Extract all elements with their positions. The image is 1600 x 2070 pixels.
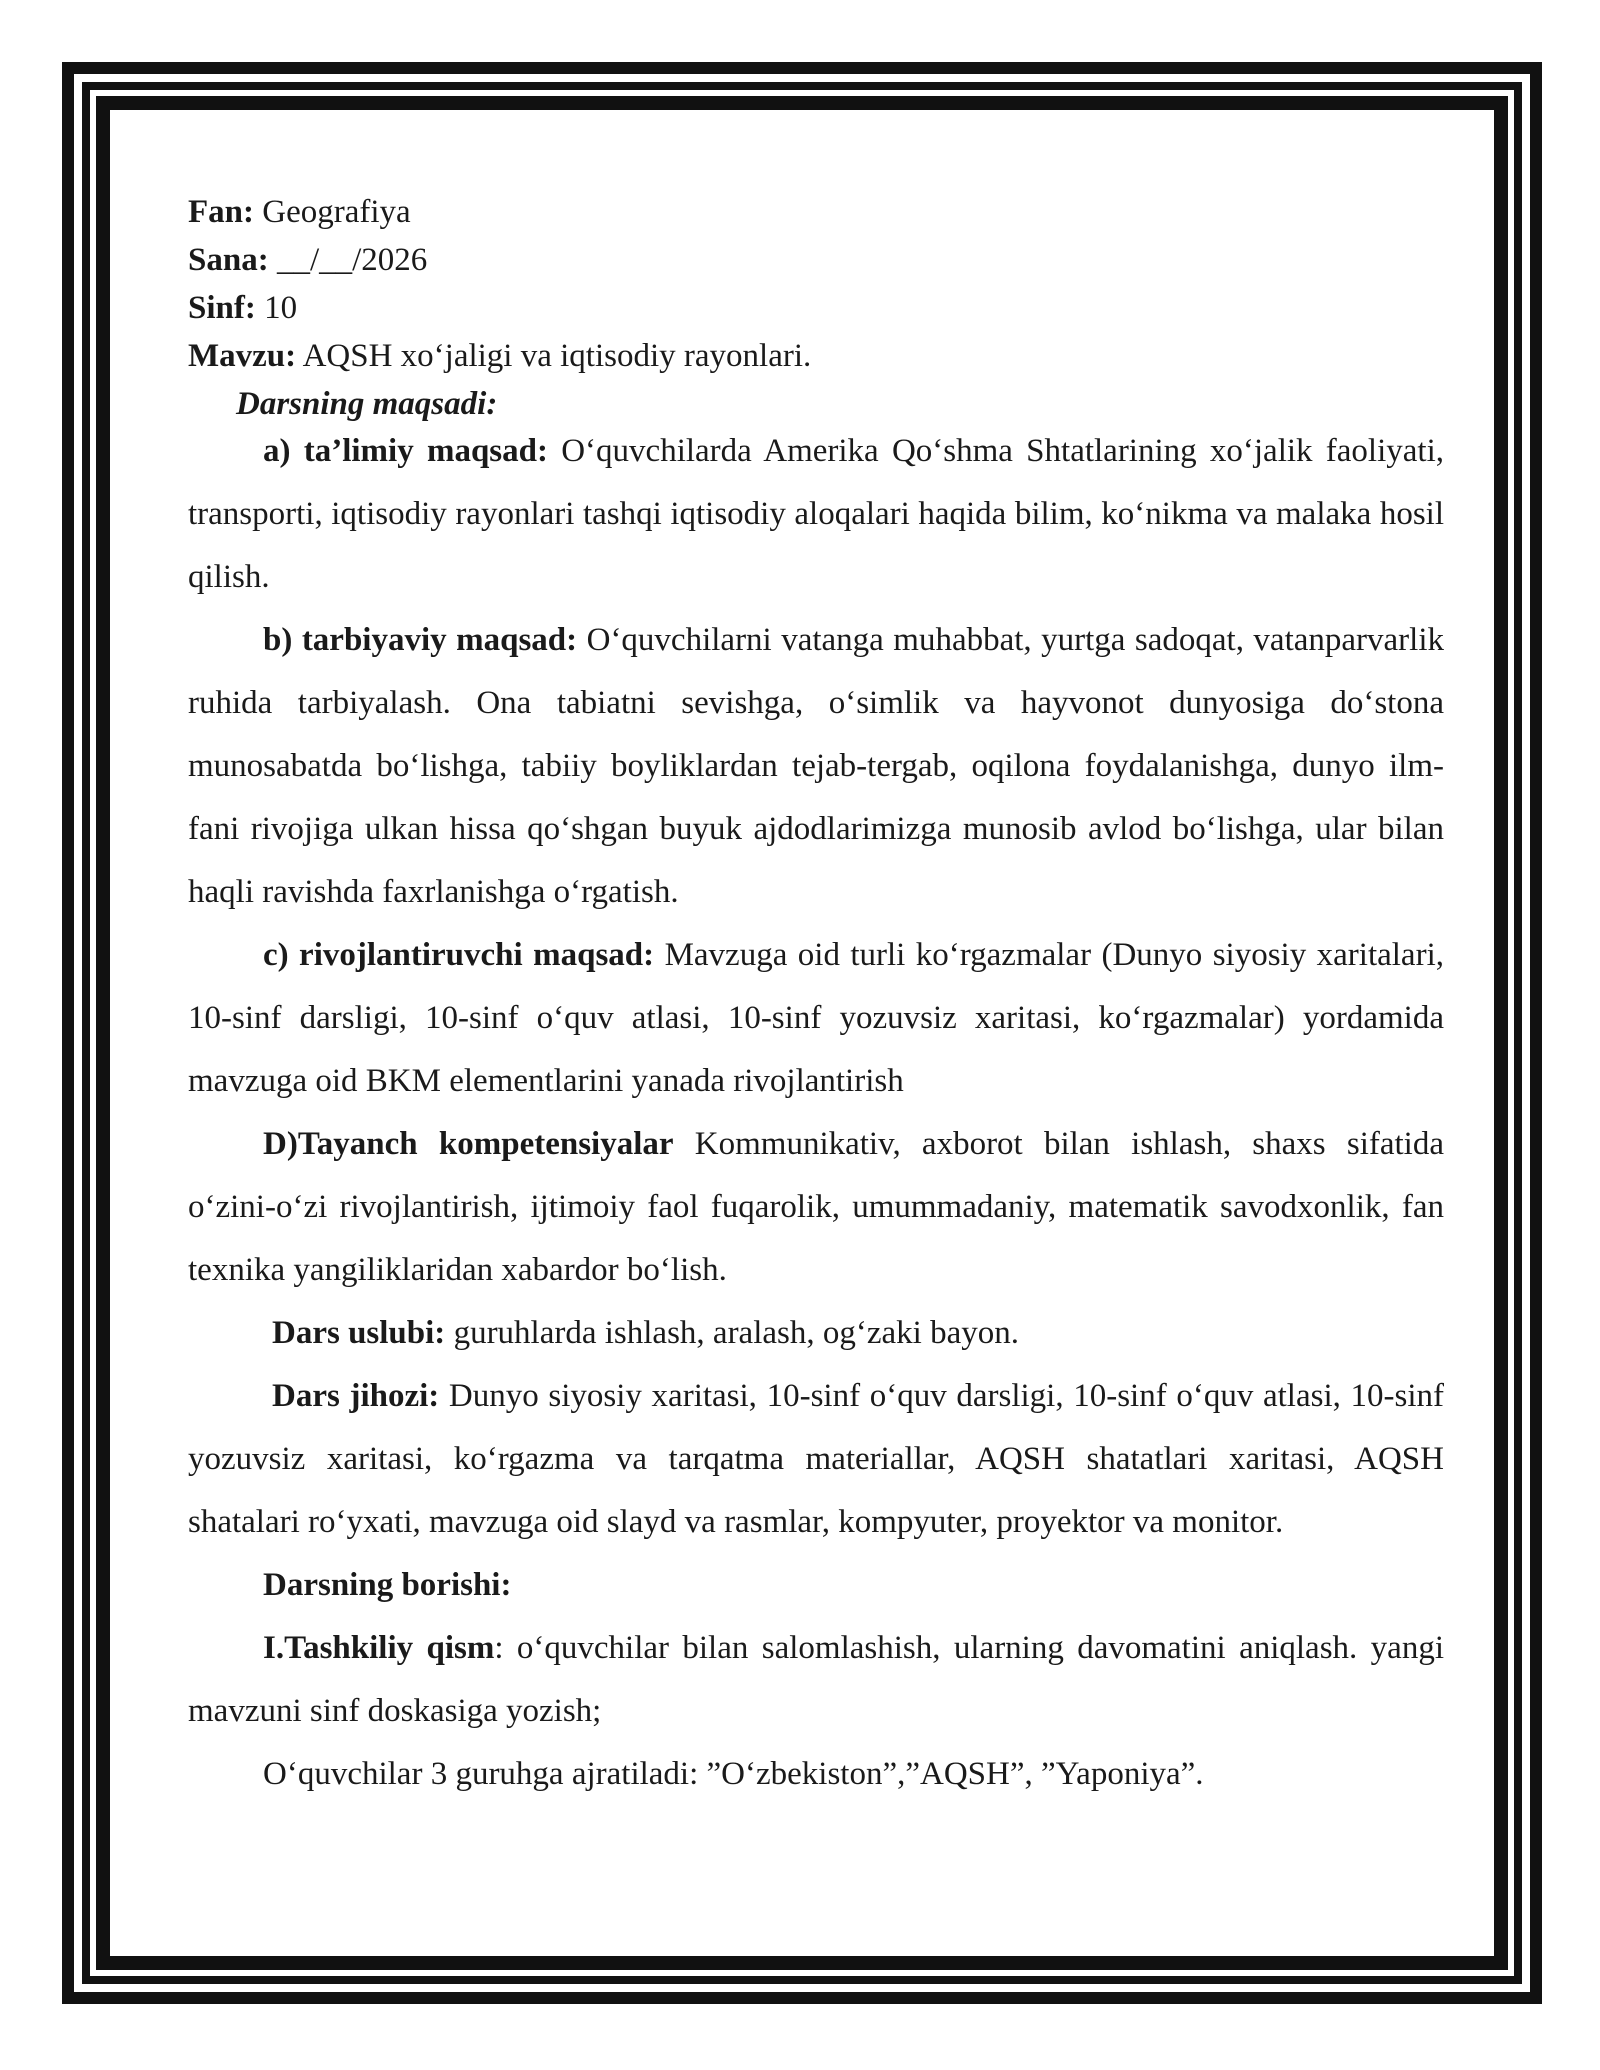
- lesson-plan-body: [188, 188, 1444, 1806]
- sana-value: __/__/2026: [268, 242, 428, 278]
- talimiy-paragraph: [188, 420, 1444, 609]
- rivojlantiruvchi-text: Mavzuga oid turli ko‘rgazmalar (Dunyo siyosiy xaritalari, 10-sinf darsligi, 10-sinf o‘quv atlasi, 10-sinf yozuvsiz xaritasi, ko‘rgazmalar) yordamida mavzuga oid BKM elementlarini yanada rivojlantirish: [188, 937, 1444, 1099]
- borishi-heading: Darsning borishi:: [263, 1567, 512, 1603]
- kompetensiyalar-paragraph: [188, 1113, 1444, 1302]
- sinf-value: 10: [255, 290, 298, 326]
- mavzu-line: [188, 332, 1444, 380]
- jihozi-paragraph: [188, 1365, 1444, 1554]
- sinf-label: Sinf:: [188, 290, 256, 326]
- talimiy-label: a) ta’limiy maqsad:: [263, 433, 548, 469]
- uslubi-paragraph: [188, 1302, 1444, 1365]
- borishi-heading-paragraph: [188, 1554, 1444, 1617]
- sana-line: [188, 236, 1444, 284]
- tashkiliy-paragraph: [188, 1617, 1444, 1743]
- sinf-line: [188, 284, 1444, 332]
- sana-label: Sana:: [188, 242, 269, 278]
- rivojlantiruvchi-label: c) rivojlantiruvchi maqsad:: [263, 937, 655, 973]
- maqsad-heading: Darsning maqsadi:: [236, 386, 498, 422]
- mavzu-value: AQSH xo‘jaligi va iqtisodiy rayonlari.: [296, 338, 812, 374]
- mavzu-label: Mavzu:: [188, 338, 297, 374]
- jihozi-text: Dunyo siyosiy xaritasi, 10-sinf o‘quv darsligi, 10-sinf o‘quv atlasi, 10-sinf yozuvsiz xaritasi, ko‘rgazma va tarqatma materiallar, AQSH shatatlari xaritasi, AQSH shatalari ro‘yxati, mavzuga oid slayd va rasmlar, kompyuter, proyektor va monitor.: [188, 1378, 1444, 1540]
- talimiy-text: O‘quvchilarda Amerika Qo‘shma Shtatlarining xo‘jalik faoliyati, transporti, iqtisodiy rayonlari tashqi iqtisodiy aloqalari haqida bilim, ko‘nikma va malaka hosil qilish.: [188, 433, 1444, 595]
- tashkiliy-text: : o‘quvchilar bilan salomlashish, ularning davomatini aniqlash. yangi mavzuni sinf doskasiga yozish;: [188, 1630, 1444, 1729]
- kompetensiyalar-text: Kommunikativ, axborot bilan ishlash, shaxs sifatida o‘zini-o‘zi rivojlantirish, ijtimoiy faol fuqarolik, umummadaniy, matematik savodxonlik, fan texnika yangiliklaridan xabardor bo‘lish.: [188, 1126, 1444, 1288]
- uslubi-label: Dars uslubi:: [272, 1315, 446, 1351]
- tarbiyaviy-label: b) tarbiyaviy maqsad:: [263, 622, 578, 658]
- tarbiyaviy-text: O‘quvchilarni vatanga muhabbat, yurtga sadoqat, vatanparvarlik ruhida tarbiyalash. Ona tabiatni sevishga, o‘simlik va hayvonot dunyosiga do‘stona munosabatda bo‘lishga, tabiiy boyliklardan tejab-tergab, oqilona foydalanishga, dunyo ilm-fani rivojiga ulkan hissa qo‘shgan buyuk ajdodlarimizga munosib avlod bo‘lishga, ular bilan haqli ravishda faxrlanishga o‘rgatish.: [188, 622, 1444, 910]
- guruhlar-paragraph: O‘quvchilar 3 guruhga ajratiladi: ”O‘zbekiston”,”AQSH”, ”Yaponiya”.: [263, 1756, 1204, 1792]
- rivojlantiruvchi-paragraph: [188, 924, 1444, 1113]
- fan-value: Geografiya: [254, 194, 411, 230]
- jihozi-label: Dars jihozi:: [272, 1378, 440, 1414]
- fan-line: [188, 188, 1444, 236]
- fan-label: Fan:: [188, 194, 254, 230]
- tarbiyaviy-paragraph: [188, 609, 1444, 924]
- kompetensiyalar-label: D)Tayanch kompetensiyalar: [263, 1126, 674, 1162]
- tashkiliy-label: I.Tashkiliy qism: [263, 1630, 495, 1666]
- uslubi-text: guruhlarda ishlash, aralash, og‘zaki bayon.: [445, 1315, 1019, 1351]
